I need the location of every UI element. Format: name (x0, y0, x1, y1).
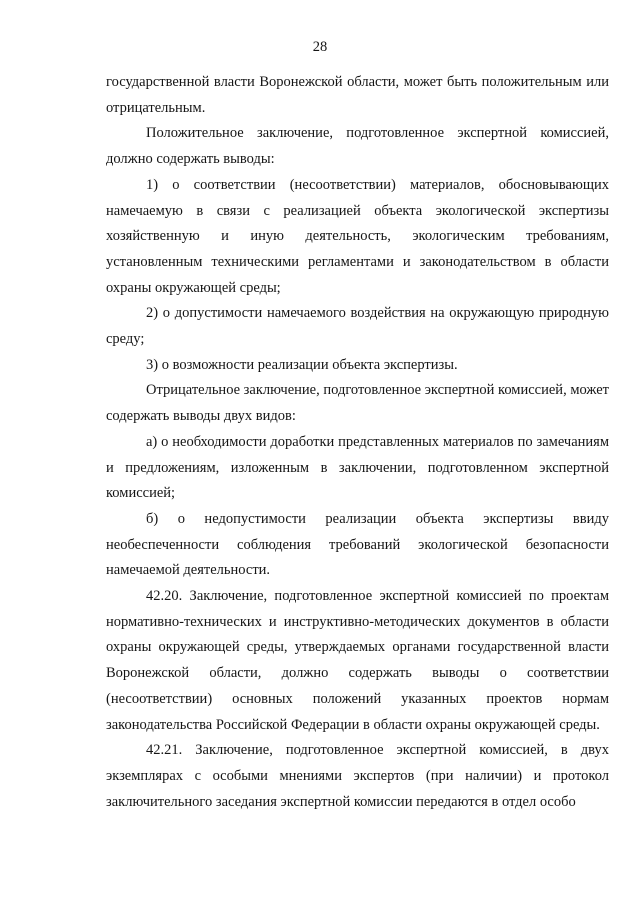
paragraph-continuation: государственной власти Воронежской области, может быть положительным или отрицательным. (106, 74, 609, 116)
paragraph-positive-conclusion: Положительное заключение, подготовленное экспертной комиссией, должно содержать выводы: (106, 125, 609, 168)
paragraph-clause-42-21: 42.21. Заключение, подготовленное экспертной комиссией, в двух экземплярах с особыми мнениями экспертов (при наличии) и протокол заключительного заседания экспертной комиссии передаются в отдел особо (106, 742, 609, 810)
paragraph-clause-42-20: 42.20. Заключение, подготовленное экспертной комиссией по проектам нормативно-технических и инструктивно-методических документов в области охраны окружающей среды, утверждаемых органами государственной власти Воронежской области, должно содержать выводы о соответствии (несоответствии) основных положений указанных проектов нормам законодательства Российской Федерации в области охраны окружающей среды. (106, 588, 609, 733)
paragraph-negative-conclusion: Отрицательное заключение, подготовленное экспертной комиссией, может содержать выводы двух видов: (106, 382, 609, 425)
document-body (106, 70, 609, 815)
list-item-b-inadmissibility: б) о недопустимости реализации объекта экспертизы ввиду необеспеченности соблюдения требований экологической безопасности намечаемой деятельности. (106, 510, 609, 579)
page-number: 28 (312, 39, 328, 55)
list-item-3-feasibility: 3) о возможности реализации объекта экспертизы. (146, 356, 458, 373)
list-item-2-admissibility: 2) о допустимости намечаемого воздействия на окружающую природную среду; (106, 305, 609, 348)
list-item-a-revision: а) о необходимости доработки представленных материалов по замечаниям и предложениям, изложенным в заключении, подготовленном экспертной комиссией; (106, 433, 609, 502)
list-item-1-compliance: 1) о соответствии (несоответствии) материалов, обосновывающих намечаемую в связи с реализацией объекта экологической экспертизы хозяйственную и иную деятельность, экологическим требованиям, установленным техническими регламентами и законодательством в области охраны окружающей среды; (106, 176, 609, 296)
